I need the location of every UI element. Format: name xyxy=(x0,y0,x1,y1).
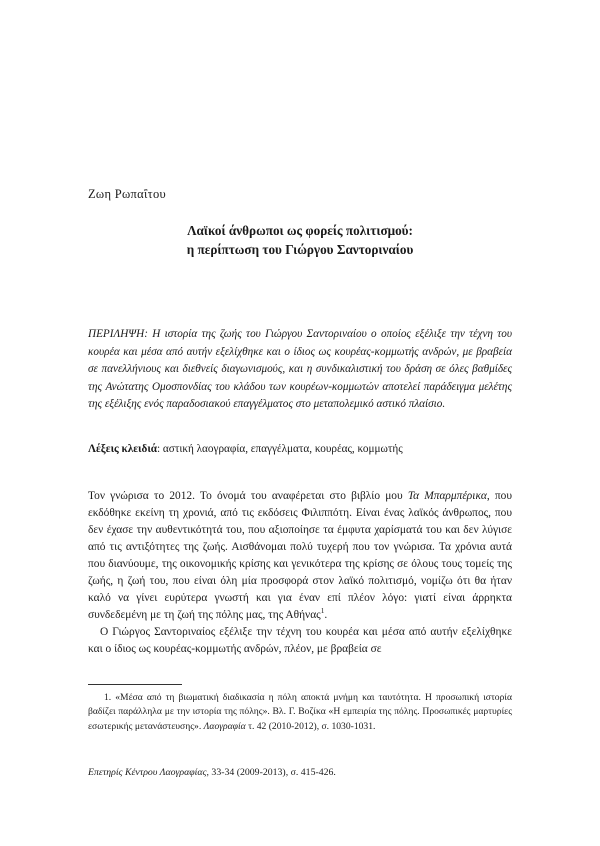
footer-pages: σ. 415-426. xyxy=(290,767,336,778)
footnote-text-a: 1. «Μέσα από τη βιωματική διαδικασία η πόλη αποκτά μνήμη και ταυτότητα. Η προσωπική ιστορία βαδίζει παράλληλα με την ιστορία της πόλης». Βλ. Γ. Βοζίκα «Η εμπειρία της πόλης. Προσωπικές μαρτυρίες εσωτερικής μετανάστευσης». xyxy=(88,692,512,732)
footnote-text-b: τ. 42 (2010-2012), σ. 1030-1031. xyxy=(245,720,376,732)
keywords-text: : αστική λαογραφία, επαγγέλματα, κουρέας, κομμωτής xyxy=(157,443,403,455)
title-line-1: Λαϊκοί άνθρωποι ως φορείς πολιτισμού: xyxy=(187,223,413,238)
footnote-journal: Λαογραφία xyxy=(203,720,246,732)
abstract xyxy=(88,326,512,414)
body-text xyxy=(88,488,512,658)
article-title xyxy=(88,221,512,259)
page-footer xyxy=(88,767,512,778)
paragraph-1-text-a: Τον γνώρισα το 2012. Το όνομά του αναφέρεται στο βιβλίο μου xyxy=(88,490,408,502)
paragraph-1-text-b: , που εκδόθηκε εκείνη τη χρονιά, από τις εκδόσεις Φιλιππότη. Είναι ένας λαϊκός άνθρωπος, που δεν έχασε την αυθεντικότητά του, που αξιοποίησε τα έμφυτα χαρίσματά του και δεν λύγισε από τις αντιξότητες της ζωής. Αισθάνομαι πολύ τυχερή που τον γνώρισα. Τα χρόνια αυτά που διανύουμε, της οικονομικής κρίσης και γενικότερα της κρίσης σε όλους τους τομείς της ζωής, η ζωή του, που είναι όλη μία προσφορά στον λαϊκό πολιτισμό, νομίζω ότι θα ήταν καλό να γίνει ευρύτερα γνωστή και για έναν επί πλέον λόγο: γιατί είναι άρρηκτα συνδεδεμένη με τη ζωή της πόλης μας, της Αθήνας xyxy=(88,490,512,621)
author-name: Ζωη Ρωπαΐτου xyxy=(88,187,166,201)
footer-journal: Επετηρίς Κέντρου Λαογραφίας xyxy=(88,767,207,778)
paragraph-2: Ο Γιώργος Σαντοριναίος εξέλιξε την τέχνη του κουρέα και μέσα από αυτήν εξελίχθηκε και ο ίδιος ως κουρέας-κομμωτής ανδρών, πλέον, με βραβεία σε xyxy=(88,625,512,655)
paragraph-1 xyxy=(88,488,512,624)
footnote-divider xyxy=(88,684,182,685)
footer-volume: , 33-34 (2009-2013), xyxy=(206,767,291,778)
book-title: Τα Μπαρμπέρικα xyxy=(407,490,487,502)
abstract-label: ΠΕΡΙΛΗΨΗ: xyxy=(88,328,148,340)
footnote-1 xyxy=(88,691,512,734)
keywords-label: Λέξεις κλειδιά xyxy=(88,443,158,455)
paragraph-1-end: . xyxy=(324,608,328,621)
footnote-ref[interactable]: 1 xyxy=(320,605,325,615)
keywords xyxy=(88,441,512,458)
title-line-2: η περίπτωση του Γιώργου Σαντοριναίου xyxy=(186,242,414,257)
abstract-text: Η ιστορία της ζωής του Γιώργου Σαντοριναίου ο οποίος εξέλιξε την τέχνη του κουρέα και μέσα από αυτήν εξελίχθηκε και ο ίδιος ως κουρέας-κομμωτής ανδρών, με βραβεία σε πανελλήνιους και διεθνείς διαγωνισμούς, και η συνδικαλιστική του δράση σε όλες βαθμίδες της Ανώτατης Ομοσπονδίας του κλάδου των κουρέων-κομμωτών αποτελεί παράδειγμα μελέτης της εξέλιξης ενός παραδοσιακού επαγγέλματος στο μεταπολεμικό αστικό πλαίσιο. xyxy=(88,328,512,410)
